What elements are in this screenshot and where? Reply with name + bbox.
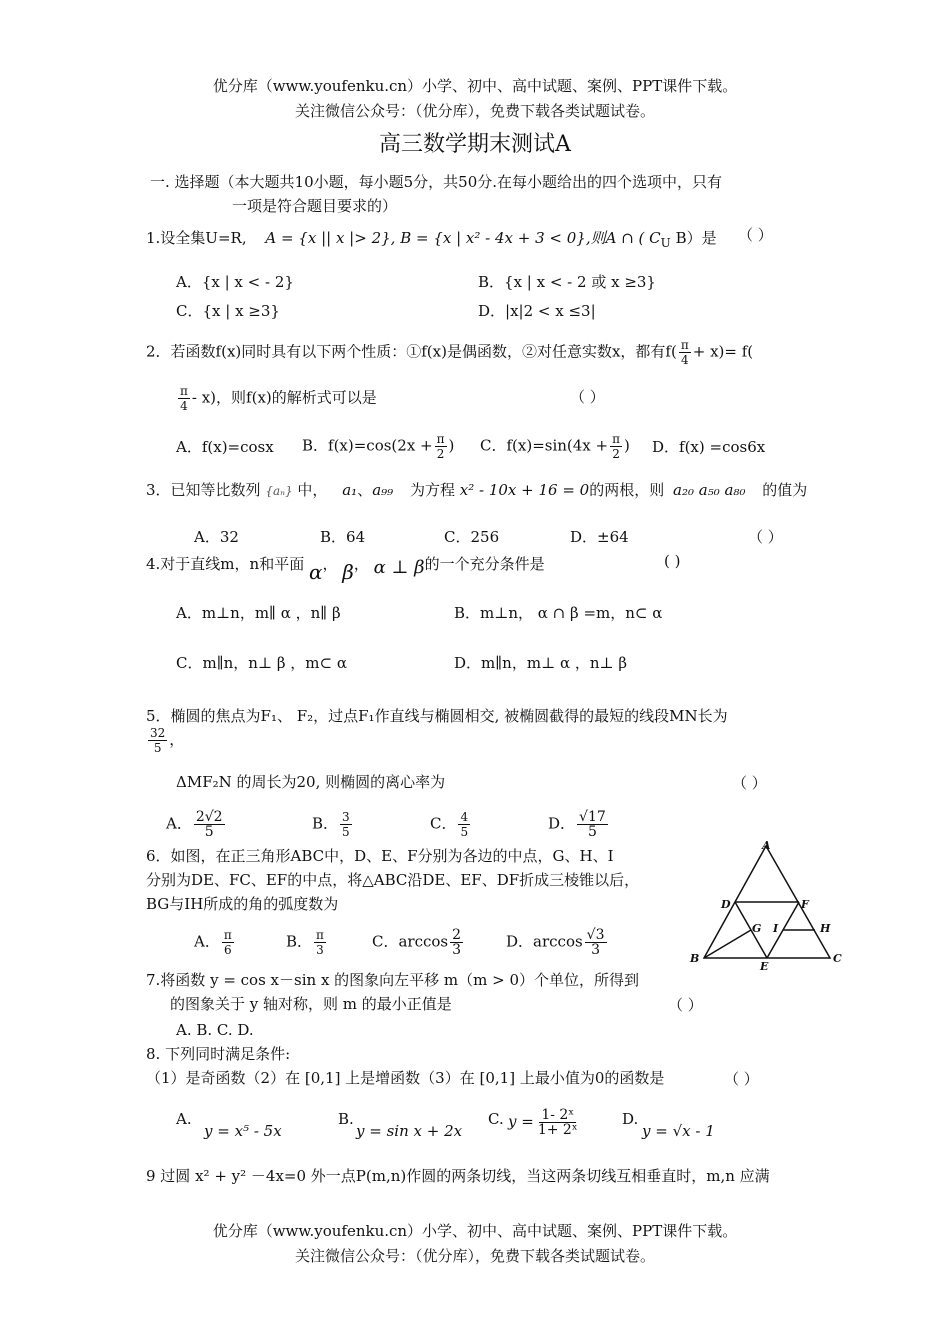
q8-option-c-frac: [536, 1108, 580, 1137]
q6-option-a-frac: [222, 928, 234, 957]
q6-option-d: [506, 928, 609, 957]
label-c: C: [833, 952, 842, 965]
footer-line-1: 优分库（www.youfenku.cn）小学、初中、高中试题、案例、PPT课件下载。: [212, 1222, 738, 1240]
q6-option-c-den: 3: [452, 942, 462, 958]
q6-option-c-frac: [450, 928, 463, 957]
q5-option-d-num: √17: [579, 809, 606, 825]
q5-stem: 5．椭圆的焦点为F₁、 F₂，过点F₁作直线与椭圆相交, 被椭圆截得的最短的线段MN长为: [146, 707, 728, 725]
q5-option-c: [430, 810, 472, 839]
q3-stem-text: 3．已知等比数列: [146, 481, 261, 499]
q5-option-a-frac: [194, 810, 225, 839]
q3-option-d: D．±64: [570, 528, 629, 546]
q4-option-d: D．m∥n，m⊥ α ，n⊥ β: [454, 654, 628, 672]
q4-perp: α ⊥ β: [373, 557, 425, 578]
q2-line2: [176, 384, 377, 413]
q4-option-c: C．m∥n，n⊥ β ，m⊂ α: [176, 654, 347, 672]
q7-line1: 7.将函数 y = cos x－sin x 的图象向左平移 m（m > 0）个单位，所得到: [146, 971, 640, 989]
q2-option-c-num: π: [612, 432, 620, 446]
q3-answer-paren: （ ）: [748, 528, 783, 546]
label-f: F: [801, 898, 809, 911]
q2-frac-den-b: 4: [180, 399, 188, 413]
q8-option-c-num: 1- 2ˣ: [541, 1107, 575, 1123]
q1-option-d: D．|x|2 < x ≤3|: [478, 302, 596, 320]
q5-option-b-frac: [340, 810, 352, 839]
q3-equation: x² - 10x + 16 = 0: [459, 481, 590, 499]
header-line-2: 关注微信公众号：（优分库），免费下载各类试题试卷。: [294, 102, 655, 120]
q2-stem: [146, 338, 753, 367]
q2-frac-pi-4-b: [178, 384, 190, 413]
section-heading: 一. 选择题（本大题共10小题，每小题5分，共50分.在每小题给出的四个选项中，只有: [150, 173, 723, 191]
label-b: B: [690, 952, 700, 965]
q6-option-d-num: √3: [586, 927, 605, 943]
label-e: E: [760, 960, 769, 972]
q9-line1: 9 过圆 x² + y² －4x=0 外一点P(m,n)作圆的两条切线，当这两条切线互相垂直时，m,n 应满: [146, 1167, 770, 1185]
q7-answer-paren: （ ）: [668, 996, 703, 1014]
q5-frac-line: [146, 726, 184, 755]
q5-option-c-label: C．: [430, 814, 457, 833]
q6-option-d-label: D．arccos: [506, 932, 583, 951]
q5-answer-paren: （ ）: [732, 774, 767, 792]
q3-option-c: C．256: [444, 528, 500, 546]
q2-option-b-close: ): [448, 436, 455, 455]
label-h: H: [820, 922, 831, 935]
q6-option-d-den: 3: [591, 942, 601, 958]
q2-option-c-close: ): [624, 436, 630, 455]
q2-option-c-frac: [610, 432, 622, 461]
q6-line1: 6．如图，在正三角形ABC中，D、E、F分别为各边的中点，G、H、I: [146, 847, 614, 865]
page-title: 高三数学期末测试A: [379, 132, 571, 157]
q1-stem: [146, 228, 717, 253]
label-d: D: [721, 898, 731, 911]
q5-option-b-den: 5: [342, 825, 350, 839]
q5-option-d-frac: [577, 810, 608, 839]
q2-stem-mid: + x)= f(: [692, 342, 754, 361]
q2-option-b-frac: [435, 432, 447, 461]
q2-option-b-text: B．f(x)=cos(2x +: [302, 436, 433, 455]
q2-option-b: [302, 432, 454, 461]
q5-option-c-num: 4: [460, 810, 469, 824]
q6-option-b-num: π: [316, 928, 324, 942]
q5-line2: ΔMF₂N 的周长为20, 则椭圆的离心率为: [176, 773, 446, 791]
q3-tail2: 的值为: [762, 481, 808, 499]
q8-option-d: y = √x - 1: [642, 1122, 715, 1140]
q6-line2: 分别为DE、FC、EF的中点，将△ABC沿DE、EF、DF折成三棱锥以后，: [146, 871, 640, 889]
q6-triangle-figure: [684, 836, 854, 972]
q6-option-b-frac: [314, 928, 326, 957]
q4-tail: 的一个充分条件是: [424, 555, 545, 573]
q5-option-a: [166, 810, 227, 839]
q8-option-c-den: 1+ 2ˣ: [537, 1122, 578, 1138]
label-a: A: [762, 839, 771, 852]
q8-option-b-label: B.: [338, 1110, 354, 1128]
q6-option-c-num: 2: [452, 927, 462, 943]
q4-beta: β: [342, 560, 354, 584]
q5-option-c-den: 5: [460, 825, 469, 839]
q5-option-a-den: 5: [204, 824, 214, 840]
q8-answer-paren: （ ）: [724, 1070, 759, 1088]
q3-eq-label: 为方程: [409, 481, 455, 499]
q4-alpha: α: [308, 560, 323, 584]
q5-option-c-frac: [458, 810, 470, 839]
q1-option-c: C．{x | x ≥3}: [176, 302, 280, 320]
q6-option-b-label: B．: [286, 932, 313, 951]
q3-option-a: A．32: [194, 528, 239, 546]
q6-line3: BG与IH所成的角的弧度数为: [146, 895, 339, 913]
q5-frac: [148, 726, 167, 755]
q6-option-a: [194, 928, 236, 957]
q1-tail: B）是: [675, 229, 717, 247]
q6-option-a-num: π: [223, 928, 232, 942]
q8-option-c: [508, 1108, 582, 1137]
q1-answer-paren: （ ）: [738, 226, 773, 244]
q5-comma: ，: [169, 730, 185, 749]
q4-option-b: B．m⊥n， α ∩ β =m，n⊂ α: [454, 604, 663, 622]
label-i: I: [773, 922, 779, 935]
q8-option-c-label: C.: [488, 1110, 504, 1128]
q2-stem-text: 2．若函数f(x)同时具有以下两个性质：①f(x)是偶函数，②对任意实数x，都有f(: [146, 342, 677, 361]
q3-option-b: B．64: [320, 528, 366, 546]
q2-option-b-num: π: [436, 432, 445, 446]
q7-line2: 的图象关于 y 轴对称，则 m 的最小正值是: [170, 995, 452, 1013]
q6-option-a-label: A．: [194, 932, 220, 951]
q1-option-b: B．{x | x < - 2 或 x ≥3}: [478, 273, 656, 291]
q4-stem-text: 4.对于直线m，n和平面: [146, 555, 305, 573]
q1-formula-sub: U: [660, 236, 671, 250]
q1-option-a: A．{x | x < - 2}: [176, 273, 294, 291]
q2-frac-num: π: [680, 338, 689, 352]
q6-option-a-den: 6: [223, 943, 232, 957]
q4-stem: 4.对于直线m，n和平面 α， β， α ⊥ β的一个充分条件是: [146, 555, 545, 584]
q5-option-d-label: D．: [548, 814, 576, 833]
q6-option-d-frac: [585, 928, 607, 957]
q2-option-c-text: C．f(x)=sin(4x +: [480, 436, 609, 455]
q5-option-b-num: 3: [342, 810, 350, 824]
q5-option-a-num: 2√2: [195, 809, 223, 825]
q5-option-b: [312, 810, 354, 839]
q3-stem: [146, 480, 807, 501]
q8-option-d-label: D.: [622, 1110, 639, 1128]
q2-option-a: A．f(x)=cosx: [176, 438, 274, 456]
q5-option-d-den: 5: [587, 824, 597, 840]
q8-line1: 8. 下列同时满足条件:: [146, 1045, 291, 1063]
q7-options: A. B. C. D.: [176, 1021, 254, 1039]
q1-formula: A = {x || x |> 2}, B = {x | x² - 4x + 3 < 0},则A ∩ ( C: [265, 229, 661, 247]
q4-option-a: A．m⊥n，m∥ α ，n∥ β: [176, 604, 341, 622]
q2-line2-tail: - x)，则f(x)的解析式可以是: [191, 388, 377, 407]
q2-option-c-den: 2: [612, 447, 620, 461]
q6-option-c: [372, 928, 465, 957]
q2-option-d: D．f(x) =cos6x: [652, 438, 766, 456]
section-heading-2: 一项是符合题目要求的）: [232, 197, 398, 215]
q8-option-b: y = sin x + 2x: [356, 1122, 463, 1140]
q8-option-c-pre: y =: [508, 1112, 534, 1131]
q3-a1: a₁: [342, 481, 358, 499]
q1-stem-text: 1.设全集U=R,: [146, 229, 247, 247]
q8-option-a-label: A.: [176, 1110, 192, 1128]
header-line-1: 优分库（www.youfenku.cn）小学、初中、高中试题、案例、PPT课件下载。: [212, 77, 738, 95]
q2-option-c: [480, 432, 630, 461]
q5-option-a-label: A．: [166, 814, 192, 833]
q6-option-b-den: 3: [316, 943, 324, 957]
q3-product: a₂₀ a₅₀ a₈₀: [673, 481, 746, 499]
q6-option-c-label: C．arccos: [372, 932, 449, 951]
q5-option-b-label: B．: [312, 814, 339, 833]
q5-frac-num: 32: [150, 726, 166, 740]
q8-line2: （1）是奇函数（2）在 [0,1] 上是增函数（3）在 [0,1] 上最小值为0的函数是: [146, 1069, 665, 1087]
q8-option-a: y = x⁵ - 5x: [204, 1122, 282, 1140]
label-g: G: [752, 922, 762, 935]
q6-option-b: [286, 928, 328, 957]
q2-frac-num-b: π: [180, 384, 188, 398]
q2-option-b-den: 2: [436, 447, 445, 461]
q5-frac-den: 5: [153, 741, 162, 755]
q3-a99: a₉₉: [372, 481, 394, 499]
q4-answer-paren: ( ): [664, 552, 681, 570]
q3-sep: 、: [357, 481, 373, 499]
q2-frac-den: 4: [680, 353, 689, 367]
q2-frac-pi-4: [679, 338, 691, 367]
q3-sequence: {aₙ}: [265, 484, 293, 498]
q2-answer-paren: （ ）: [570, 388, 605, 406]
q3-tail: 的两根，则: [589, 481, 665, 499]
footer-line-2: 关注微信公众号：（优分库），免费下载各类试题试卷。: [294, 1247, 655, 1265]
q3-mid: 中，: [297, 481, 328, 499]
q5-option-d: [548, 810, 610, 839]
